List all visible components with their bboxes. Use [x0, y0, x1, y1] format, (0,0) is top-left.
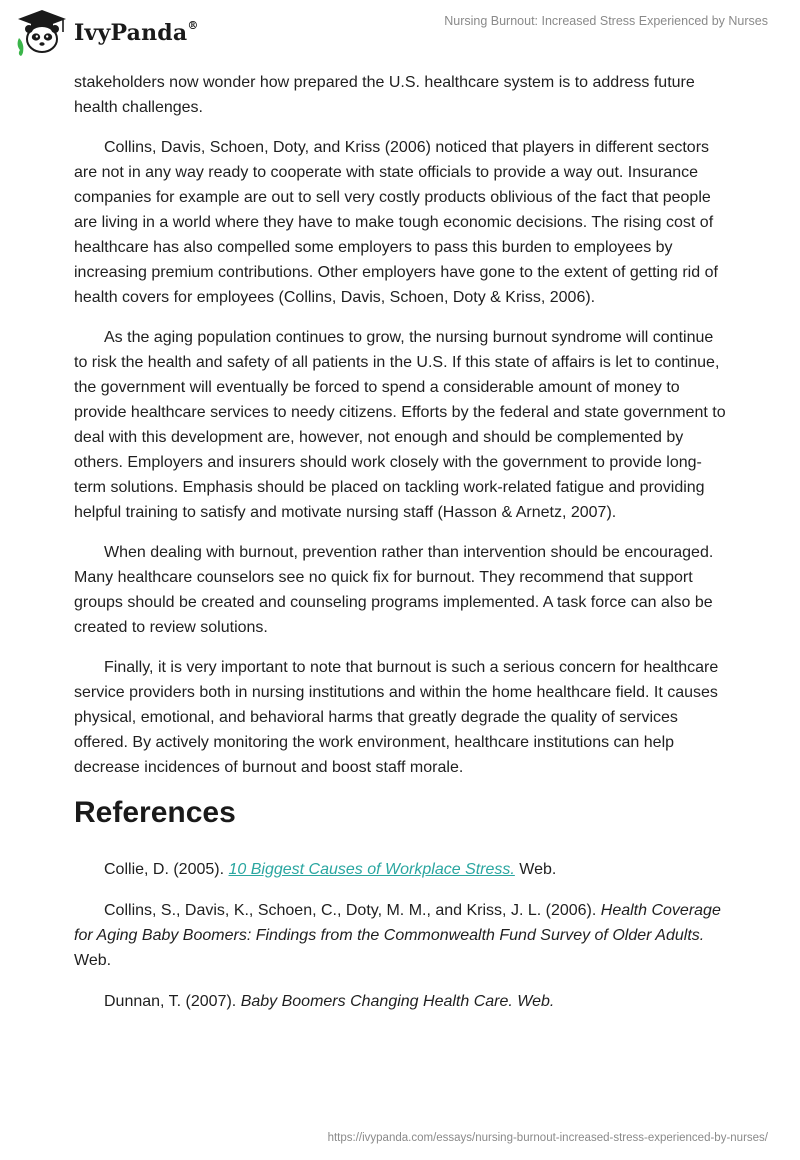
reference-author: Collins, S., Davis, K., Schoen, C., Doty, M. M., and Kriss, J. L. (2006).	[104, 902, 601, 919]
reference-title: Baby Boomers Changing Health Care. Web.	[240, 993, 555, 1010]
reference-suffix: Web.	[514, 861, 557, 878]
paragraph: Collins, Davis, Schoen, Doty, and Kriss (2006) noticed that players in different sectors are not in any way ready to cooperate with state officials to provide a way out. Insurance companies for example are out to sell very costly products oblivious of the fact that people are living in a world where they have to make tough economic decisions. The rising cost of healthcare has also compelled some employers to pass this burden to employees by increasing premium contributions. Other employers have gone to the extent of getting rid of health covers for employees (Collins, Davis, Schoen, Doty & Kriss, 2006).	[74, 139, 718, 306]
paragraph: When dealing with burnout, prevention rather than intervention should be encouraged. Many healthcare counselors see no quick fix for burnout. They recommend that support groups should be created and counseling programs implemented. A task force can also be created to review solutions.	[74, 544, 714, 636]
reference-entry	[74, 898, 730, 973]
references-heading: References	[74, 796, 236, 829]
paragraph: stakeholders now wonder how prepared the U.S. healthcare system is to address future health challenges.	[74, 74, 695, 116]
reference-author: Collie, D. (2005).	[104, 861, 229, 878]
brand-name: IvyPanda®	[74, 18, 199, 46]
footer-url[interactable]: https://ivypanda.com/essays/nursing-burnout-increased-stress-experienced-by-nurses/	[327, 1132, 768, 1144]
essay-content	[74, 70, 730, 1030]
reference-author: Dunnan, T. (2007).	[104, 993, 241, 1010]
page-header	[0, 0, 800, 64]
paragraph: As the aging population continues to grow, the nursing burnout syndrome will continue to risk the health and safety of all patients in the U.S. If this state of affairs is let to continue, the government will eventually be forced to spend a considerable amount of money to provide healthcare services to needy citizens. Efforts by the federal and state government to deal with this development are, however, not enough and should be complemented by others. Employers and insurers should work closely with the government to provide long-term solutions. Emphasis should be placed on tackling work-related fatigue and providing helpful training to satisfy and motivate nursing staff (Hasson & Arnetz, 2007).	[74, 329, 726, 521]
paragraph: Finally, it is very important to note that burnout is such a serious concern for healthcare service providers both in nursing institutions and within the home healthcare field. It causes physical, emotional, and behavioral harms that greatly degrade the quality of services offered. By actively monitoring the work environment, healthcare institutions can help decrease incidences of burnout and boost staff morale.	[74, 659, 719, 776]
ivypanda-logo[interactable]	[14, 8, 199, 56]
reference-link[interactable]: 10 Biggest Causes of Workplace Stress.	[228, 861, 515, 878]
document-title: Nursing Burnout: Increased Stress Experienced by Nurses	[444, 14, 768, 28]
reference-entry	[74, 989, 730, 1014]
reference-suffix: Web.	[74, 952, 112, 969]
reference-entry	[74, 857, 730, 882]
panda-graduate-icon	[14, 8, 70, 56]
reference-title: Health Coverage for Aging Baby Boomers: Findings from the Commonwealth Fund Survey of Older Adults.	[74, 902, 721, 944]
